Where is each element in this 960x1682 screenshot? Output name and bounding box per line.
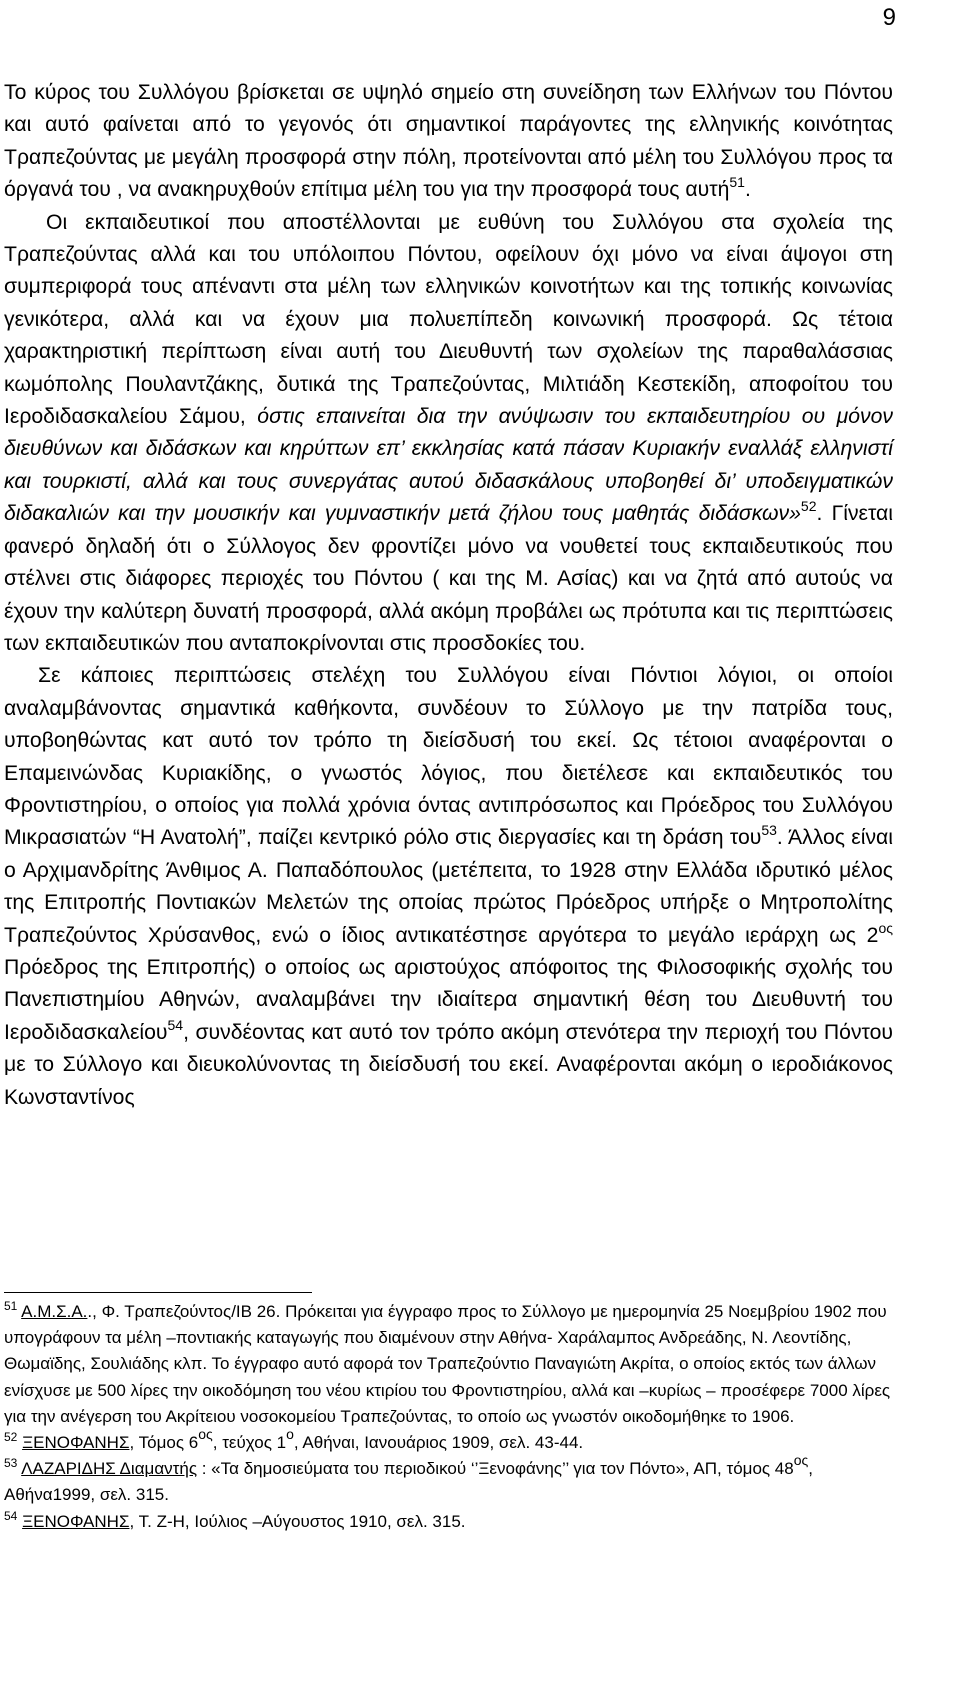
paragraph-text: . Γίνεται φανερό δηλαδή ότι ο Σύλλογος δεν φροντίζει μόνο να νουθετεί τους εκπαιδευτικούς που στέλνει στις διάφορες περιοχές του Πόντου ( και της Μ. Ασίας) και να ζητά από αυτούς να έχουν την καλύτερη δυνατή προσφορά, αλλά ακόμη προβάλει ως πρότυπα και τις περιπτώσεις των εκπαιδευτικών που ανταποκρίνονται στις προσδοκίες του. xyxy=(4,502,894,655)
paragraph-text: . xyxy=(744,178,751,202)
footnote-number: 52 xyxy=(4,1430,18,1445)
footnotes xyxy=(4,1299,893,1535)
footnote xyxy=(4,1299,893,1430)
ordinal-suffix: ος xyxy=(793,1452,809,1469)
footnote-reference[interactable]: 52 xyxy=(800,498,817,515)
paragraph-text: Πρόεδρος της Επιτροπής) ο οποίος ως αριστούχος απόφοιτος της Φιλοσοφικής σχολής του Πανεπιστημίου Αθηνών, αναλαμβάνει την ιδιαίτερα σημαντική θέση του Διευθυντή του Ιεροδιδασκαλείου xyxy=(4,955,893,1044)
ordinal-suffix: ος xyxy=(878,919,893,936)
paragraph xyxy=(4,77,893,660)
footnote-source: ΞΕΝΟΦΑΝΗΣ xyxy=(22,1433,130,1453)
paragraph-text: Οι εκπαιδευτικοί που αποστέλλονται με ευθύνη του Συλλόγου στα σχολεία της Τραπεζούντας αλλά και του υπόλοιπου Πόντου, οφείλουν όχι μόνο να είναι άψογοι στη συμπεριφορά τους απέναντι στα μέλη των ελληνικών κοινοτήτων και της τοπικής κοινωνίας γενικότερα, αλλά και να έχουν μια πολυεπίπεδη κοινωνική προσφορά. Ως τέτοια χαρακτηριστική περίπτωση είναι αυτή του Διευθυντή των σχολείων της παραθαλάσσιας κωμόπολης Πουλαντζάκης, δυτικά της Τραπεζούντας, Μιλτιάδη Κεστεκίδη, αποφοίτου του Ιεροδιδασκαλείου Σάμου, xyxy=(4,210,893,429)
ordinal-suffix: ος xyxy=(198,1426,213,1443)
footnote-text: , τεύχος 1 xyxy=(212,1433,287,1453)
quotation: όστις επαινείται δια την ανύψωσιν του εκπαιδευτηρίου ου μόνον διευθύνων και διδάσκων και κηρύττων επ’ εκκλησίας κατά πάσαν Κυριακήν εναλλάξ ελληνιστί και τουρκιστί, αλλά και τους συνεργάτας αυτού διδασκάλους υποβοηθεί δι’ υποδειγματικών διδακαλιών και την μουσικήν και γυμναστικήν μετά ζήλου τους μαθητάς διδάσκων» xyxy=(4,405,893,526)
footnote-source: Α.Μ.Σ.Α. xyxy=(21,1302,88,1321)
footnote-number: 54 xyxy=(4,1508,18,1523)
body-text xyxy=(4,77,893,1114)
footnote-reference[interactable]: 53 xyxy=(761,822,777,839)
paragraph-text: Σε κάποιες περιπτώσεις στελέχη του Συλλόγου είναι Πόντιοι λόγιοι, οι οποίοι αναλαμβάνοντας σημαντικά καθήκοντα, συνδέουν το Σύλλογο με την πατρίδα τους, υποβοηθώντας κατ αυτό τον τρόπο τη διείσδυσή του εκεί. Ως τέτοιοι αναφέρονται ο Επαμεινώνδας Κυριακίδης, ο γνωστός λόγιος, που διετέλεσε και εκπαιδευτικός του Φροντιστηρίου, ο οποίος για πολλά χρόνια όντας αντιπρόσωπος και Πρόεδρος του Συλλόγου Μικρασιατών “Η Ανατολή”, παίζει κεντρικό ρόλο στις διεργασίες και τη δράση του xyxy=(4,664,893,850)
footnote-source: ΛΑΖΑΡΙΔΗΣ Διαμαντής xyxy=(21,1459,198,1479)
footnote-text: , Τόμος 6 xyxy=(129,1433,199,1453)
footnote-text: , Τ. Ζ-Η, Ιούλιος –Αύγουστος 1910, σελ. 315. xyxy=(129,1511,466,1531)
footnote-text: , Αθήναι, Ιανουάριος 1909, σελ. 43-44. xyxy=(293,1433,584,1453)
paragraph xyxy=(4,660,893,1114)
footnote-reference[interactable]: 54 xyxy=(167,1016,184,1033)
footnote xyxy=(4,1509,893,1535)
paragraph-text: , συνδέοντας κατ αυτό τον τρόπο ακόμη στενότερα την περιοχή του Πόντου με το Σύλλογο και διευκολύνοντας τη διείσδυσή του εκεί. Αναφέρονται ακόμη ο ιεροδιάκονος Κωνσταντίνος xyxy=(4,1020,893,1109)
ordinal-suffix: ο xyxy=(286,1426,294,1443)
footnote-reference[interactable]: 51 xyxy=(729,174,745,191)
footnote-separator xyxy=(4,1292,312,1293)
footnote-number: 53 xyxy=(4,1456,18,1471)
footnote-number: 51 xyxy=(4,1299,18,1313)
page-number: 9 xyxy=(882,4,896,31)
paragraph-text: . Άλλος είναι ο Αρχιμανδρίτης Άνθιμος Α. Παπαδόπουλος (μετέπειτα, το 1928 στην Ελλάδα ιδρυτικό μέλος της Επιτροπής Ποντιακών Μελετών της οποίας πρώτος Πρόεδρος υπήρξε ο Μητροπολίτης Τραπεζούντος Χρύσανθος, ενώ ο ίδιος αντικατέστησε αργότερα το μεγάλο ιεράρχη ως 2 xyxy=(4,826,893,947)
footnote-text: : «Τα δημοσιεύματα του περιοδικού ‘’Ξενοφάνης’’ για τον Πόντο», ΑΠ, τόμος 48 xyxy=(197,1459,794,1479)
footnote-text: ., Φ. Τραπεζούντος/ΙΒ 26. Πρόκειται για έγγραφο προς το Σύλλογο με ημερομηνία 25 Νοεμβρίου 1902 που υπογράφουν τα μέλη –ποντιακής καταγωγής που διαμένουν στην Αθήνα- Χαράλαμπος Ανδρεάδης, Ν. Λεοντίδης, Θωμαϊδης, Σουλιάδης κλπ. Το έγγραφο αυτό αφορά τον Τραπεζούντιο Παναγιώτη Ακρίτα, ο οποίος εκτός των άλλων ενίσχυσε με 500 λίρες την οικοδόμηση του νέου κτιρίου του Φροντιστηρίου, αλλά και –κυρίως – προσέφερε 7000 λίρες για την ανέγερση του Ακρίτειου νοσοκομείου Τραπεζούντας, το οποίο ως γνωστόν οικοδομήθηκε το 1906. xyxy=(4,1302,891,1426)
footnote-source: ΞΕΝΟΦΑΝΗΣ xyxy=(22,1511,130,1531)
footnote xyxy=(4,1452,893,1508)
footnote-text: , Αθήνα1999, σελ. 315. xyxy=(4,1459,813,1505)
paragraph-text: Το κύρος του Συλλόγου βρίσκεται σε υψηλό σημείο στη συνείδηση των Ελλήνων του Πόντου και αυτό φαίνεται από το γεγονός ότι σημαντικοί παράγοντες της ελληνικής κοινότητας Τραπεζούντας με μεγάλη προσφορά στην πόλη, προτείνονται από μέλη του Συλλόγου προς τα όργανά του , να ανακηρυχθούν επίτιμα μέλη του για την προσφορά τους αυτή xyxy=(4,81,893,202)
footnote xyxy=(4,1426,893,1456)
